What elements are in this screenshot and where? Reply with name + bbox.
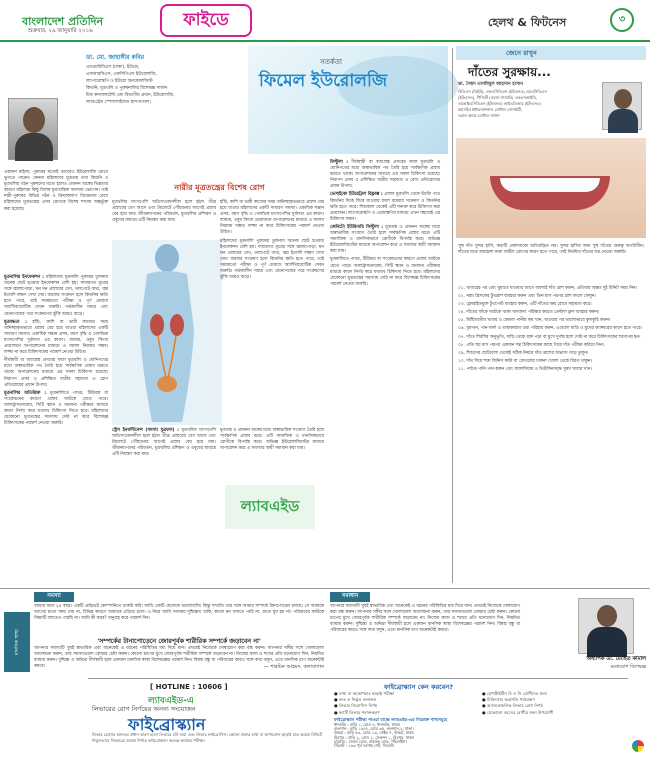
issue-date: শুক্রবার, ২৯ জানুয়ারি ২০১৬	[28, 28, 93, 34]
stress-text: মূত্রথলির মাংসপেশি অতিসংবেদনশীল হলে হঠাৎ তীব্র প্রস্রাবের বেগ আসে এবং টয়লেটে পৌঁছানোর আগেই প্রস্রাব বের হয়ে যায়। জীবনযাপনের পরিবর্তন, মূত্রথলির প্রশিক্ষণ ও ওষুধের মাধ্যমে এটি নিয়ন্ত্রণ করা যায়।	[112, 428, 216, 458]
why-item: ● দ্রুত ও নির্ভুল ফলাফল	[334, 697, 377, 703]
credential-line: (ইউএসএ), পিজিটি (ওরাল সার্জারি) এফএসআইডি,	[458, 95, 538, 100]
col3-text-b: মহিলাদের মূত্রনালি পুরুষের তুলনায় অনেক ছোট হওয়ায় ইনফেকশন বেশি হয়। সাধারণত মূত্রের সঙ্গে জ্বালাপোড়া, ঘন ঘন প্রস্রাবের বেগ, তলপেটে ব্যথা, জ্বর ইত্যাদি লক্ষণ দেখা দেয়। বারবার সংক্রমণ হলে কিডনির ক্ষতি হতে পারে, তাই সময়মতো পরীক্ষা ও পূর্ণ মেয়াদে অ্যান্টিবায়োটিক সেবন জরুরি। গর্ভকালীন সময়ে এবং মেনোপজের পরে সংক্রমণের ঝুঁকি আরও বাড়ে।	[220, 238, 324, 281]
column-1	[4, 275, 108, 595]
author-credentials	[86, 64, 238, 106]
obstruction-text: মূত্রনালিতে পাথর, টিউমার বা সংকোচনের কারণে প্রস্রাব আটকে যেতে পারে। আলট্রাসনোগ্রাম, সিটি স্ক্যান ও অন্যান্য পরীক্ষার মাধ্যমে কারণ নির্ণয় করে যথাযথ চিকিৎসা নিতে হবে। মহিলাদের যেকোনো মূত্রতন্ত্রের সমস্যায় দেরি না করে বিশেষজ্ঞ চিকিৎসকের পরামর্শ নেওয়া জরুরি।	[4, 390, 108, 427]
article2-headline: দাঁতের সুরক্ষায়...	[468, 65, 551, 79]
col3-bottom-text: মূত্রতন্ত্র ও প্রজনন অঙ্গের মধ্যে অস্বাভাবিক সংযোগ তৈরি হলে সার্বক্ষণিক প্রস্রাব ঝরে। এটি সামাজিক ও মানসিকভাবে রোগীকে বিপর্যস্ত করে। অভিজ্ঞ ইউরোলজিস্টের মাধ্যমে অপারেশন করে এ সমস্যার স্থায়ী সমাধান করা যায়।	[220, 428, 324, 452]
incontinence-text: হাঁচি, কাশি বা ভারী কাজের সময় অনিচ্ছাকৃতভাবে প্রস্রাব বের হয়ে যাওয়া মহিলাদের একটি সাধারণ সমস্যা। একাধিক সন্তান প্রসব, বয়স বৃদ্ধি ও পেলভিক মাংসপেশির দুর্বলতা এর কারণ। ব্যায়াম, ওষুধ কিংবা প্রয়োজনে অপারেশনের মাধ্যমে এ সমস্যা নিরাময় সম্ভব। লজ্জা না করে চিকিৎসকের পরামর্শ নেওয়া উচিত।	[4, 319, 108, 356]
article2-label-text: জেনে রাখুন	[506, 48, 537, 57]
branch-item: ধানমন্ডি : বাড়ি ১, রোড ৪, ধানমন্ডি, ঢাকা।	[334, 722, 401, 727]
masthead	[0, 0, 650, 42]
credential-line: ল্যাপারোস্কপি ও ইউরো অনকোলজিস্ট	[86, 79, 153, 84]
problem-label	[34, 592, 74, 602]
problem-text-continued: আপনার সমস্যাটি খুবই স্বাভাবিক এবং অনেকেই এ ধরনের পরিস্থিতির মধ্য দিয়ে যান। প্রথমেই নিজেকে দোষারোপ করা বন্ধ করুন। আপনার সঙ্গীর সঙ্গে খোলামেলা আলোচনা করুন, তার সমস্যাগুলো বোঝার চেষ্টা করুন। কোনো চাপের মুখে জোরপূর্বক শারীরিক সম্পর্কে জড়াবেন না। নিজের কাজ ও শখের প্রতি মনোযোগ দিন, নিয়মিত ব্যায়াম করুন। দুশ্চিন্তা ও অনিদ্রা দীর্ঘস্থায়ী হলে একজন মানসিক স্বাস্থ্য বিশেষজ্ঞের পরামর্শ নিন। বিশ্বস্ত বন্ধু বা পরিবারের কারও সঙ্গে কথা বলুন, এতে মানসিক চাপ অনেকটাই কমবে।	[34, 646, 324, 670]
credential-line: ল্যাবএইড স্পেশালাইজড হাসপাতাল।	[86, 100, 151, 105]
col2-intro: মূত্রথলির মাংসপেশি অতিসংবেদনশীল হলে হঠাৎ তীব্র প্রস্রাবের বেগ আসে এবং টয়লেটে পৌঁছানোর আগেই প্রস্রাব বের হয়ে যায়। জীবনযাপনের পরিবর্তন, মূত্রথলির প্রশিক্ষণ ও ওষুধের মাধ্যমে এটি নিয়ন্ত্রণ করা যায়।	[112, 200, 216, 224]
subhead-fistula: ফিস্টুলা :	[330, 160, 349, 165]
section-title: হেলথ & ফিটনেস	[488, 16, 567, 29]
page-number: ৩	[618, 13, 626, 25]
tip-item: ১০. দাঁত দিয়ে শক্ত জিনিস কাটা বা বোতলের ঢাকনা খোলা থেকে বিরত থাকুন।	[458, 358, 592, 364]
fibroscan-logo: ফাইব্রোস্ক্যান	[128, 715, 206, 734]
problem-text: আমার বয়স ২৪ বছর। একটি প্রাইভেট কোম্পানিতে চাকরি করি। আমি একটি ছেলেকে ভালোবাসি। কিন্তু সম্প্রতি তার সঙ্গে আমার সম্পর্কে টানাপোড়েন চলছে। সে আমাকে আগের মতো সময় দেয় না, বিভিন্ন কারণে আমাকে এড়িয়ে চলে। এ নিয়ে আমি সবসময় দুশ্চিন্তায় থাকি, কাজে মন বসাতে পারি না, রাতে ঘুম হয় না। পরিবারের কাউকে বিষয়টি বলতেও পারছি না। আমি কী করব? অনুগ্রহ করে পরামর্শ দিন।	[34, 604, 324, 622]
tip-item: ০৮. প্রতি ছয় মাস পরপর একজন দন্ত চিকিৎসকের কাছে গিয়ে দাঁত পরীক্ষা করিয়ে নিন।	[458, 342, 605, 348]
headline: ফিমেল ইউরোলজি	[258, 71, 388, 91]
subhead-genital: জেনিটো ইউরিনারি ফিস্টুলা :	[330, 224, 383, 230]
branch-item: উত্তরা : বাড়ি ৫৩, রোড ১৬, সেক্টর ৭, উত্তরা, ঢাকা।	[334, 730, 415, 736]
subhead-obstruction: মূত্রনালির অতিরিক্ত :	[4, 390, 47, 396]
credential-line: কিডনি, মূত্রথলি ও পুরুষনালির বিশেষজ্ঞ সার্জন	[86, 86, 168, 91]
tip-item: ০৫. মিষ্টিজাতীয় খাবার ও কোমল পানীয় কম খান, খাওয়ার পর ভালোভাবে কুলকুচি করুন।	[458, 318, 611, 324]
why-item: ● যেকোনো বয়সের রোগীর জন্য উপযোগী	[482, 709, 554, 715]
why-item: ● হেপাটাইটিস বি ও সি রোগীদের জন্য	[482, 691, 547, 696]
dental-tips-list	[458, 286, 644, 582]
ad-line1: ল্যাবএইড-এ	[148, 696, 194, 706]
qa-section	[0, 592, 650, 674]
headline-kicker: সতর্কতা	[320, 58, 343, 66]
why-title: ফাইব্রোস্ক্যান কেন করবেন?	[384, 683, 454, 691]
tip-item: ০৭. দাঁতে শিরশির অনুভূতি, মাড়ি থেকে রক্ত পড়া বা মুখে দুর্গন্ধ হলে দেরি না করে চিকিৎসকের শরণাপন্ন হন।	[458, 334, 641, 340]
problem-label-text: সমস্যা	[47, 593, 61, 599]
page-number-badge	[610, 8, 634, 32]
ad-description: লিভার রোগের অন্যতম প্রধান কারণ হলো লিভারে চর্বি জমা এবং লিভার ফাইব্রোসিস। কোনো প্রকার ব্যথা বা অপারেশন ছাড়াই মাত্র কয়েক মিনিটে নির্ভুলভাবে লিভারের অবস্থা নির্ণয়ে ফাইব্রোস্ক্যান অত্যন্ত কার্যকর পরীক্ষা।	[92, 732, 322, 743]
credential-line: এফআরসিএস, এফসিপিএস ইউরোলজি,	[86, 72, 157, 77]
branch-item: গুলশান : বাড়ি ১৪/এ, রোড ৩৫, গুলশান-২, ঢাকা।	[334, 726, 414, 732]
fistula-text: দীর্ঘস্থায়ী বা বাধাগ্রস্ত প্রসবের ফলে মূত্রথলি ও যোনিপথের মধ্যে অস্বাভাবিক পথ তৈরি হয়ে সার্বক্ষণিক প্রস্রাব ঝরতে থাকে। অপারেশনের মাধ্যমে এর সফল চিকিৎসা রয়েছে। নিরাপদ প্রসব ও প্রশিক্ষিত ধাত্রীর সহায়তা এ রোগ প্রতিরোধের প্রধান উপায়।	[330, 160, 440, 190]
supplement-logo	[160, 4, 252, 37]
hotline: [ HOTLINE : 10606 ]	[150, 683, 228, 691]
column-3-bottom	[220, 428, 324, 488]
intro-paragraph: একজন মহিলা, পুরুষের মতোই তাদেরও ইউরোলজি রোগে ভুগতে পারেন। কেননা মহিলাদের মূত্রতন্ত্র তথা কিডনি ও মূত্রথলির গঠন পুরুষদের মতো হলেও প্রজনন অঙ্গের ভিন্নতার কারণে মহিলারা কিছু বিশেষ মূত্রতান্ত্রিক সমস্যায় ভোগেন। তাই নারী-পুরুষের বিভিন্ন গঠন ও ক্রিয়াকলাপ বিবেচনায় রেখে মহিলাদের মূত্রতন্ত্রের এসব রোগকে বিশেষ শাখায় অন্তর্ভুক্ত করা হয়েছে।	[4, 170, 108, 212]
labaid-ad	[225, 485, 315, 529]
subhead-stress: স্ট্রেস ইনকন্টিনেন্স (সমস্যা মূত্রফল) :	[112, 428, 179, 433]
headline-banner	[248, 46, 448, 154]
credential-line: ওরাল অ্যান্ড ডেন্টাল সার্জন	[458, 113, 500, 118]
dental-article	[456, 46, 646, 586]
female-urology-article	[0, 50, 450, 590]
article2-intro: সুস্থ দাঁত সুন্দর হাসি, কথাটি প্রবাদবাক্যে অতিরঞ্জিত নয়। সুন্দর হাসির জন্য সুস্থ দাঁতের গুরুত্ব অপরিসীম। দাঁতের যত্নে অবহেলা নানা জটিল রোগের কারণ হতে পারে, তাই নিয়মিত দাঁতের যত্ন নেওয়া জরুরি।	[458, 244, 644, 256]
why-item: ● লিভার সিরোসিস নির্ণয়	[334, 703, 378, 709]
why-item: ● অ্যালকোহলিক লিভার রোগ নির্ণয়	[482, 703, 544, 709]
tip-item: ১১. পর্যাপ্ত পানি পান করুন এবং ক্যালসিয়াম ও ভিটামিনসমৃদ্ধ সুষম খাবার খান।	[458, 366, 592, 372]
body-figure-icon	[112, 240, 222, 425]
author2-name: ডা. সৈয়দ তাসমিমুল আহসান হাসান	[458, 82, 523, 87]
fistula-extra: দীর্ঘস্থায়ী বা বাধাগ্রস্ত প্রসবের ফলে মূত্রথলি ও যোনিপথের মধ্যে অস্বাভাবিক পথ তৈরি হয়ে সার্বক্ষণিক প্রস্রাব ঝরতে থাকে। অপারেশনের মাধ্যমে এর সফল চিকিৎসা রয়েছে। নিরাপদ প্রসব ও প্রশিক্ষিত ধাত্রীর সহায়তা এ রোগ প্রতিরোধের প্রধান উপায়।	[4, 358, 108, 388]
column-3	[220, 200, 324, 425]
tip-item: ০৪. দাঁতের ফাঁকে আটকে থাকা খাদ্যকণা পরিষ্কার করতে ডেন্টাল ফ্লস ব্যবহার করুন।	[458, 310, 600, 316]
subhead-bar	[112, 180, 327, 196]
why-item: ● ব্যথা বা অস্ত্রোপচার ছাড়াই পরীক্ষা	[334, 691, 395, 696]
tip-item: ০৬. ধূমপান, পান-জর্দা ও তামাকজাত দ্রব্য পরিহার করুন, এগুলো মাড়ি ও মুখের ক্যান্সারের কারণ হতে পারে।	[458, 326, 643, 332]
why-list	[334, 691, 624, 716]
branch-list	[334, 723, 624, 748]
author-name: ডা. মো. জাহাঙ্গীর কবির	[86, 54, 145, 61]
tip-item: ০২. নরম ব্রিসলের টুথব্রাশ ব্যবহার করুন এবং তিন মাস পরপর ব্রাশ বদলে ফেলুন।	[458, 294, 596, 300]
credential-line: চিফ কনসালটেন্ট এন্ড বিভাগীয় প্রধান, ইউরোলজি,	[86, 93, 175, 98]
problem-quote: 'সম্পর্কের টানাপোড়েনে জোরপূর্বক শারীরিক সম্পর্কে জড়াবেন না'	[97, 638, 261, 645]
credential-line: এমএমবিবিএস (ঢাকা), ইউরো,	[86, 65, 140, 70]
why-item: ● চিকিৎসার অগ্রগতি পর্যবেক্ষণ	[482, 697, 535, 703]
credential-line: বিডিএস (ডিইউ), এফএসিডিএস (ইউএসএ) এমএসিডিএস	[458, 89, 547, 94]
branch-intro: ফাইব্রোস্ক্যান পরীক্ষা পাওয়া যাচ্ছে ল্যাবএইড-এর নিম্নোক্ত শাখাসমূহে	[334, 717, 448, 722]
branch-item: মিরপুর : বাড়ি ২, রোড ২, সেকশন ১, মিরপুর, ঢাকা।	[334, 734, 415, 740]
solution-label-text: সমাধান	[341, 593, 359, 599]
newspaper-name: বাংলাদেশ প্রতিদিন	[22, 15, 104, 28]
column-4	[330, 160, 440, 595]
doctor-photo	[578, 598, 634, 654]
ad-line2: লিভারের রোগ নির্ণয়ের অনন্য সংযোজন	[92, 705, 196, 713]
article2-label	[456, 46, 646, 60]
subhead-incontinence: মূত্রবদ্ধতা :	[4, 319, 27, 325]
problem-signature: — শারমিন আহমদ, কলাবাগান	[263, 664, 324, 670]
subhead-infection: মূত্রনালির ইনফেকশন :	[4, 275, 44, 280]
newspaper-logo	[22, 10, 132, 28]
doctor-title: মনোরোগ বিশেষজ্ঞ	[610, 665, 646, 670]
supplement-name: ফাইডে	[183, 9, 229, 30]
qa-side-label	[4, 612, 30, 672]
smile-photo	[456, 138, 646, 238]
subhead-cysto: ভেসাইকো ইউরেট্রাল রিফ্লাক্স :	[330, 192, 383, 198]
cysto-text: প্রস্রাব মূত্রথলি থেকে উল্টো পথে কিডনির দিকে ফিরে যাওয়ার ফলে বারবার সংক্রমণ ও কিডনির ক্ষতি হতে পারে। শিশুকাল থেকেই এটি শনাক্ত করে চিকিৎসা করা প্রয়োজন। ল্যাপারোস্কপি ও এন্ডোস্কপির মাধ্যমে এখন সহজেই এর চিকিৎসা সম্ভব।	[330, 192, 440, 222]
section-divider	[0, 588, 650, 589]
author-photo	[8, 98, 58, 160]
column-2-bottom	[112, 428, 216, 488]
branch-item: সিলেট : ১৬৩ পূর্ব দরগাহ গেট, সিলেট।	[334, 743, 395, 749]
doctor-name: অধ্যাপক ডা. মোহিত কামাল	[586, 656, 646, 662]
tip-item: ০৯. শিশুদের ছোটবেলা থেকেই সঠিক নিয়মে দাঁত ব্রাশের অভ্যাস গড়ে তুলুন।	[458, 350, 589, 356]
qa-side-label-text: মানসিক স্বাস্থ্য	[14, 628, 20, 656]
credential-line: মহাসচিব ইন্টারন্যাশনাল ডেন্টাল সোসাইটি,	[458, 107, 522, 112]
header-rule	[0, 40, 650, 42]
credential-line: এমআইএসিডিএস (ইউএসএ) আইএডিআর (ইউএসএ)	[458, 101, 541, 106]
why-item: ● ফ্যাটি লিভার শনাক্তকরণ	[334, 709, 380, 715]
registration-mark-icon	[632, 740, 644, 752]
branch-item: চট্টগ্রাম : জেলা রোড, প্রবর্তক মোড়, পাঁচলাইশ।	[334, 738, 407, 744]
labaid-logo-text: ল্যাবএইড	[240, 496, 300, 515]
fibroscan-ad	[88, 678, 628, 748]
author2-credentials	[458, 82, 598, 119]
genital-text: মূত্রতন্ত্র ও প্রজনন অঙ্গের মধ্যে অস্বাভাবিক সংযোগ তৈরি হলে সার্বক্ষণিক প্রস্রাব ঝরে। এটি সামাজিক ও মানসিকভাবে রোগীকে বিপর্যস্ত করে। অভিজ্ঞ ইউরোলজিস্টের মাধ্যমে অপারেশন করে এ সমস্যার স্থায়ী সমাধান করা যায়।	[330, 224, 440, 255]
infection-text: মহিলাদের মূত্রনালি পুরুষের তুলনায় অনেক ছোট হওয়ায় ইনফেকশন বেশি হয়। সাধারণত মূত্রের সঙ্গে জ্বালাপোড়া, ঘন ঘন প্রস্রাবের বেগ, তলপেটে ব্যথা, জ্বর ইত্যাদি লক্ষণ দেখা দেয়। বারবার সংক্রমণ হলে কিডনির ক্ষতি হতে পারে, তাই সময়মতো পরীক্ষা ও পূর্ণ মেয়াদে অ্যান্টিবায়োটিক সেবন জরুরি। গর্ভকালীন সময়ে এবং মেনোপজের পরে সংক্রমণের ঝুঁকি আরও বাড়ে।	[4, 275, 108, 317]
col4-extra: মূত্রনালিতে পাথর, টিউমার বা সংকোচনের কারণে প্রস্রাব আটকে যেতে পারে। আলট্রাসনোগ্রাম, সিটি স্ক্যান ও অন্যান্য পরীক্ষার মাধ্যমে কারণ নির্ণয় করে যথাযথ চিকিৎসা নিতে হবে। মহিলাদের যেকোনো মূত্রতন্ত্রের সমস্যায় দেরি না করে বিশেষজ্ঞ চিকিৎসকের পরামর্শ নেওয়া জরুরি।	[330, 257, 440, 287]
tip-item: ০১. খাবারের পর এবং ঘুমাতে যাওয়ার আগে অবশ্যই দাঁত ব্রাশ করুন, প্রতিবার অন্তত দুই মিনিট সময় নিন।	[458, 286, 637, 291]
column-2-top	[112, 200, 216, 240]
tip-item: ০৩. ফ্লোরাইডযুক্ত টুথপেস্ট ব্যবহার করুন, এটি দাঁতের ক্ষয় রোধে সহায়তা করে।	[458, 302, 592, 308]
author2-photo	[602, 82, 642, 130]
anatomy-illustration	[112, 240, 222, 425]
col3-text: হাঁচি, কাশি বা ভারী কাজের সময় অনিচ্ছাকৃতভাবে প্রস্রাব বের হয়ে যাওয়া মহিলাদের একটি সাধারণ সমস্যা। একাধিক সন্তান প্রসব, বয়স বৃদ্ধি ও পেলভিক মাংসপেশির দুর্বলতা এর কারণ। ব্যায়াম, ওষুধ কিংবা প্রয়োজনে অপারেশনের মাধ্যমে এ সমস্যা নিরাময় সম্ভব। লজ্জা না করে চিকিৎসকের পরামর্শ নেওয়া উচিত।	[220, 200, 324, 236]
solution-text: আপনার সমস্যাটি খুবই স্বাভাবিক এবং অনেকেই এ ধরনের পরিস্থিতির মধ্য দিয়ে যান। প্রথমেই নিজেকে দোষারোপ করা বন্ধ করুন। আপনার সঙ্গীর সঙ্গে খোলামেলা আলোচনা করুন, তার সমস্যাগুলো বোঝার চেষ্টা করুন। কোনো চাপের মুখে জোরপূর্বক শারীরিক সম্পর্কে জড়াবেন না। নিজের কাজ ও শখের প্রতি মনোযোগ দিন, নিয়মিত ব্যায়াম করুন। দুশ্চিন্তা ও অনিদ্রা দীর্ঘস্থায়ী হলে একজন মানসিক স্বাস্থ্য বিশেষজ্ঞের পরামর্শ নিন। বিশ্বস্ত বন্ধু বা পরিবারের কারও সঙ্গে কথা বলুন, এতে মানসিক চাপ অনেকটাই কমবে।	[330, 604, 520, 634]
column-divider	[452, 48, 453, 583]
subhead: নারীর মূত্রতন্ত্রের বিশেষ রোগ	[174, 182, 265, 192]
solution-label	[330, 592, 370, 602]
